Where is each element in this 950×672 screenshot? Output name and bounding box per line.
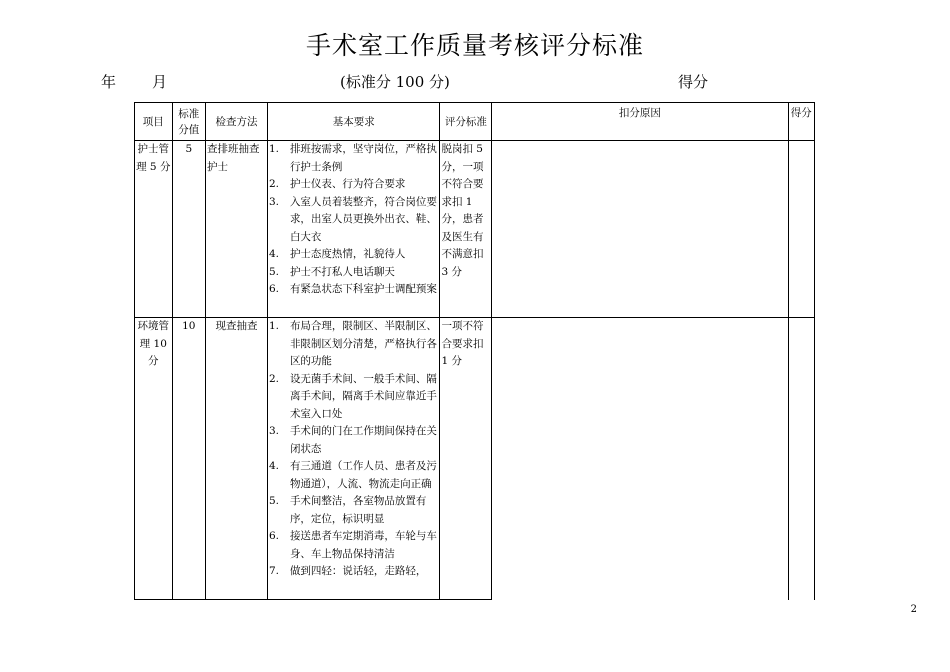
requirement-item: 6. 接送患者车定期消毒，车轮与车身、车上物品保持清洁 [268, 530, 437, 560]
row-score [788, 141, 814, 318]
row-standard-score: 5 [172, 141, 205, 318]
requirement-item: 6. 有紧急状态下科室护士调配预案 [268, 283, 437, 295]
row-standard-score: 10 [172, 318, 205, 600]
month-label: 月 [152, 73, 168, 91]
year-label: 年 [101, 73, 117, 91]
header-project: 项目 [135, 103, 173, 141]
requirement-item: 7. 做到四轻：说话轻，走路轻， [268, 565, 427, 577]
row-project: 环境管理 10 分 [135, 318, 173, 600]
table-header-row [135, 103, 815, 141]
requirement-item: 2. 护士仪表、行为符合要求 [268, 178, 406, 190]
header-score: 得分 [788, 103, 814, 141]
row-requirements [267, 318, 440, 600]
row-scoring-criteria: 一项不符合要求扣 1 分 [440, 318, 492, 600]
table-row [135, 141, 815, 318]
requirement-item: 4. 护士态度热情，礼貌待人 [268, 248, 406, 260]
requirement-item: 2. 设无菌手术间、一般手术间、隔离手术间，隔离手术间应靠近手术室入口处 [268, 372, 437, 420]
requirement-item: 5. 手术间整洁，各室物品放置有序，定位，标识明显 [268, 495, 427, 525]
requirement-item: 4. 有三通道（工作人员、患者及污物通道），人流、物流走向正确 [268, 460, 437, 490]
row-deduction-reason [492, 141, 788, 318]
scoring-table [134, 102, 815, 600]
standard-score-note: (标准分 100 分) [340, 73, 450, 91]
header-basic-requirements: 基本要求 [267, 103, 440, 141]
total-score-label: 得分 [678, 73, 709, 91]
requirement-item: 5. 护士不打私人电话聊天 [268, 265, 395, 278]
row-deduction-reason [492, 318, 788, 600]
row-project: 护士管理 5 分 [135, 141, 173, 318]
requirement-item: 1. 排班按需求，坚守岗位，严格执行护士条例 [268, 143, 437, 173]
row-check-method: 现查抽查 [206, 318, 268, 600]
header-deduction-reason: 扣分原因 [492, 103, 788, 141]
requirement-item: 3. 入室人员着装整齐，符合岗位要求，出室人员更换外出衣、鞋、白大衣 [268, 195, 437, 243]
header-standard-score: 标准分值 [172, 103, 205, 141]
table-row [135, 318, 815, 600]
page-number: 2 [910, 604, 917, 615]
header-check-method: 检查方法 [206, 103, 268, 141]
requirement-item: 1. 布局合理，限制区、半限制区、非限制区划分清楚，严格执行各区的功能 [268, 320, 437, 367]
row-check-method: 查排班抽查护士 [206, 141, 268, 318]
header-scoring-criteria: 评分标准 [440, 103, 492, 141]
row-requirements [267, 141, 440, 318]
requirement-item: 3. 手术间的门在工作期间保持在关闭状态 [268, 425, 437, 455]
document-title: 手术室工作质量考核评分标准 [305, 31, 644, 60]
row-score [788, 318, 814, 600]
row-scoring-criteria: 脱岗扣 5 分，一项不符合要求扣 1 分，患者及医生有不满意扣 3 分 [440, 141, 492, 318]
